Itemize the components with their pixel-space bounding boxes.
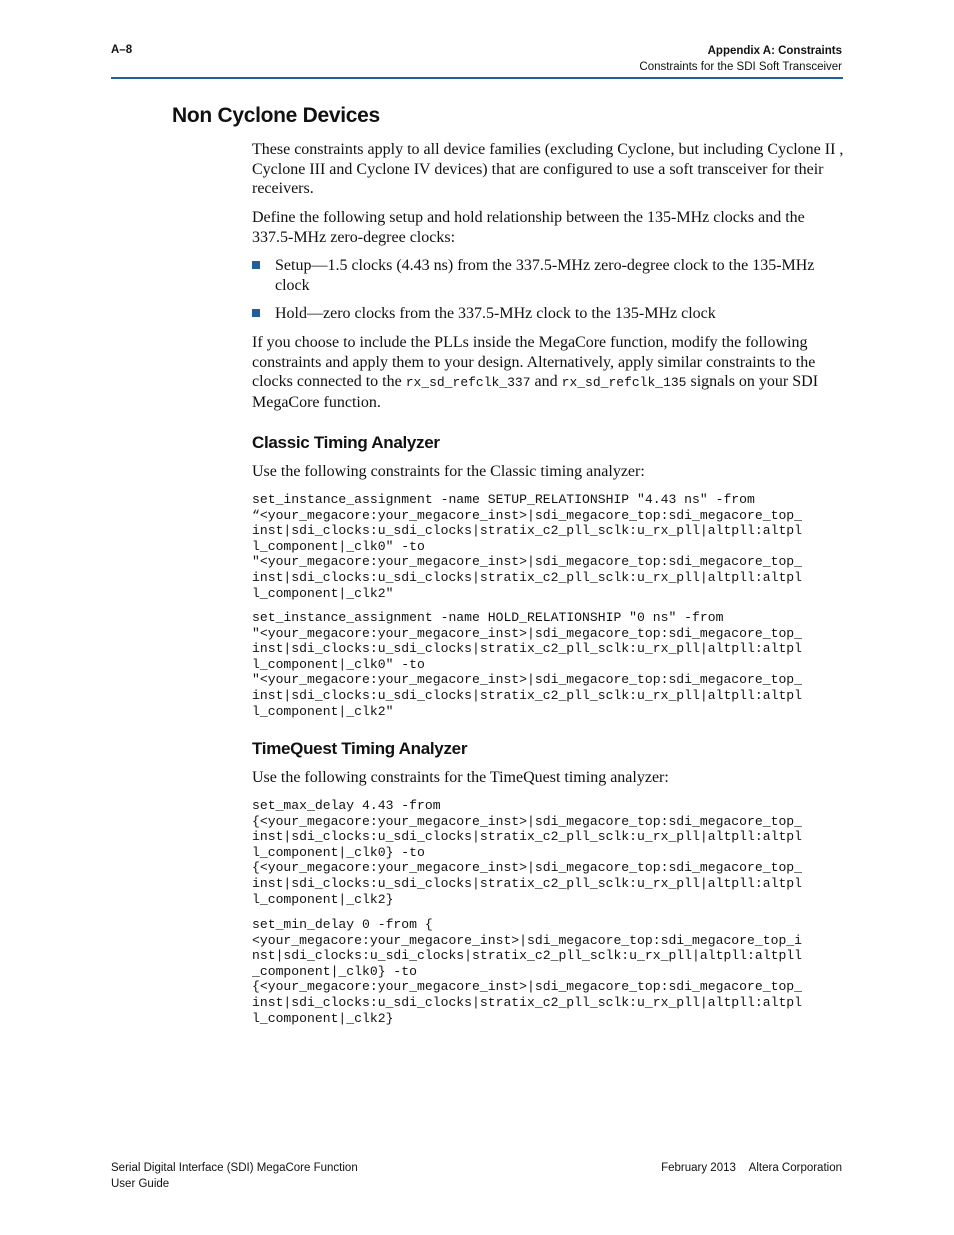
define-paragraph: Define the following setup and hold relationship between the 135-MHz clocks and the 337.5-MHz zero-degree clocks: bbox=[252, 209, 805, 246]
header-rule bbox=[111, 77, 843, 79]
timequest-intro: Use the following constraints for the TimeQuest timing analyzer: bbox=[252, 769, 669, 786]
bullet-square-icon bbox=[252, 309, 260, 317]
timequest-code-min: set_min_delay 0 -from { <your_megacore:your_megacore_inst>|sdi_megacore_top:sdi_megacore_top_i nst|sdi_clocks:u_sdi_clocks|stratix_c2_pll_sclk:u_rx_pll|altpll:altpll _component|_clk0} -to {<your_megacore:your_megacore_inst>|sdi_megacore_top:sdi_megacore_top_ inst|sdi_clocks:u_sdi_clocks|stratix_c2_pll_sclk:u_rx_pll|altpll:altpl l_component|_clk2} bbox=[252, 917, 803, 1026]
footer-doc-title: Serial Digital Interface (SDI) MegaCore Function bbox=[111, 1162, 358, 1174]
timequest-heading: TimeQuest Timing Analyzer bbox=[252, 739, 468, 758]
signal-name: rx_sd_refclk_135 bbox=[561, 375, 687, 390]
timequest-code-max: set_max_delay 4.43 -from {<your_megacore:your_megacore_inst>|sdi_megacore_top:sdi_megacore_top_ inst|sdi_clocks:u_sdi_clocks|stratix_c2_pll_sclk:u_rx_pll|altpll:altpl l_component|_clk0} -to {<your_megacore:your_megacore_inst>|sdi_megacore_top:sdi_megacore_top_ inst|sdi_clocks:u_sdi_clocks|stratix_c2_pll_sclk:u_rx_pll|altpll:altpl l_component|_clk2} bbox=[252, 798, 803, 907]
footer-company: Altera Corporation bbox=[748, 1162, 842, 1174]
pll-text-3: signals on your SDI MegaCore function. bbox=[252, 373, 819, 411]
signal-name: rx_sd_refclk_337 bbox=[405, 375, 531, 390]
footer-meta bbox=[661, 1160, 842, 1176]
footer-doc-subtitle: User Guide bbox=[111, 1178, 170, 1190]
footer-doc bbox=[111, 1160, 358, 1192]
running-header bbox=[639, 43, 842, 75]
classic-intro: Use the following constraints for the Classic timing analyzer: bbox=[252, 463, 645, 480]
bullet-text: Hold—zero clocks from the 337.5-MHz clock to the 135-MHz clock bbox=[275, 305, 716, 322]
chapter-title: Appendix A: Constraints bbox=[707, 45, 842, 57]
section-heading: Non Cyclone Devices bbox=[172, 104, 380, 127]
classic-heading: Classic Timing Analyzer bbox=[252, 433, 440, 452]
bullet-square-icon bbox=[252, 261, 260, 269]
section-title: Constraints for the SDI Soft Transceiver bbox=[639, 61, 842, 73]
bullet-text: Setup—1.5 clocks (4.43 ns) from the 337.5-MHz zero-degree clock to the 135-MHz clock bbox=[275, 257, 815, 294]
intro-paragraph: These constraints apply to all device families (excluding Cyclone, but including Cyclone II , Cyclone III and Cyclone IV devices) that are configured to use a soft transceiver for their receivers. bbox=[252, 141, 844, 197]
pll-text-1: If you choose to include the PLLs inside the MegaCore function, modify the following constraints and apply them to your design. Alternatively, apply similar constraints to the clocks connected to the bbox=[252, 334, 816, 390]
page-number: A–8 bbox=[111, 44, 133, 56]
classic-code-setup: set_instance_assignment -name SETUP_RELATIONSHIP "4.43 ns" -from “<your_megacore:your_megacore_inst>|sdi_megacore_top:sdi_megacore_top_ inst|sdi_clocks:u_sdi_clocks|stratix_c2_pll_sclk:u_rx_pll|altpll:altpl l_component|_clk0" -to "<your_megacore:your_megacore_inst>|sdi_megacore_top:sdi_megacore_top_ inst|sdi_clocks:u_sdi_clocks|stratix_c2_pll_sclk:u_rx_pll|altpll:altpl l_component|_clk2" bbox=[252, 492, 803, 601]
pll-text-2: and bbox=[530, 373, 562, 390]
footer-date: February 2013 bbox=[661, 1162, 736, 1174]
classic-code-hold: set_instance_assignment -name HOLD_RELATIONSHIP "0 ns" -from "<your_megacore:your_megacore_inst>|sdi_megacore_top:sdi_megacore_top_ inst|sdi_clocks:u_sdi_clocks|stratix_c2_pll_sclk:u_rx_pll|altpll:altpl l_component|_clk0" -to "<your_megacore:your_megacore_inst>|sdi_megacore_top:sdi_megacore_top_ inst|sdi_clocks:u_sdi_clocks|stratix_c2_pll_sclk:u_rx_pll|altpll:altpl l_component|_clk2" bbox=[252, 610, 803, 719]
pll-paragraph bbox=[252, 333, 844, 412]
